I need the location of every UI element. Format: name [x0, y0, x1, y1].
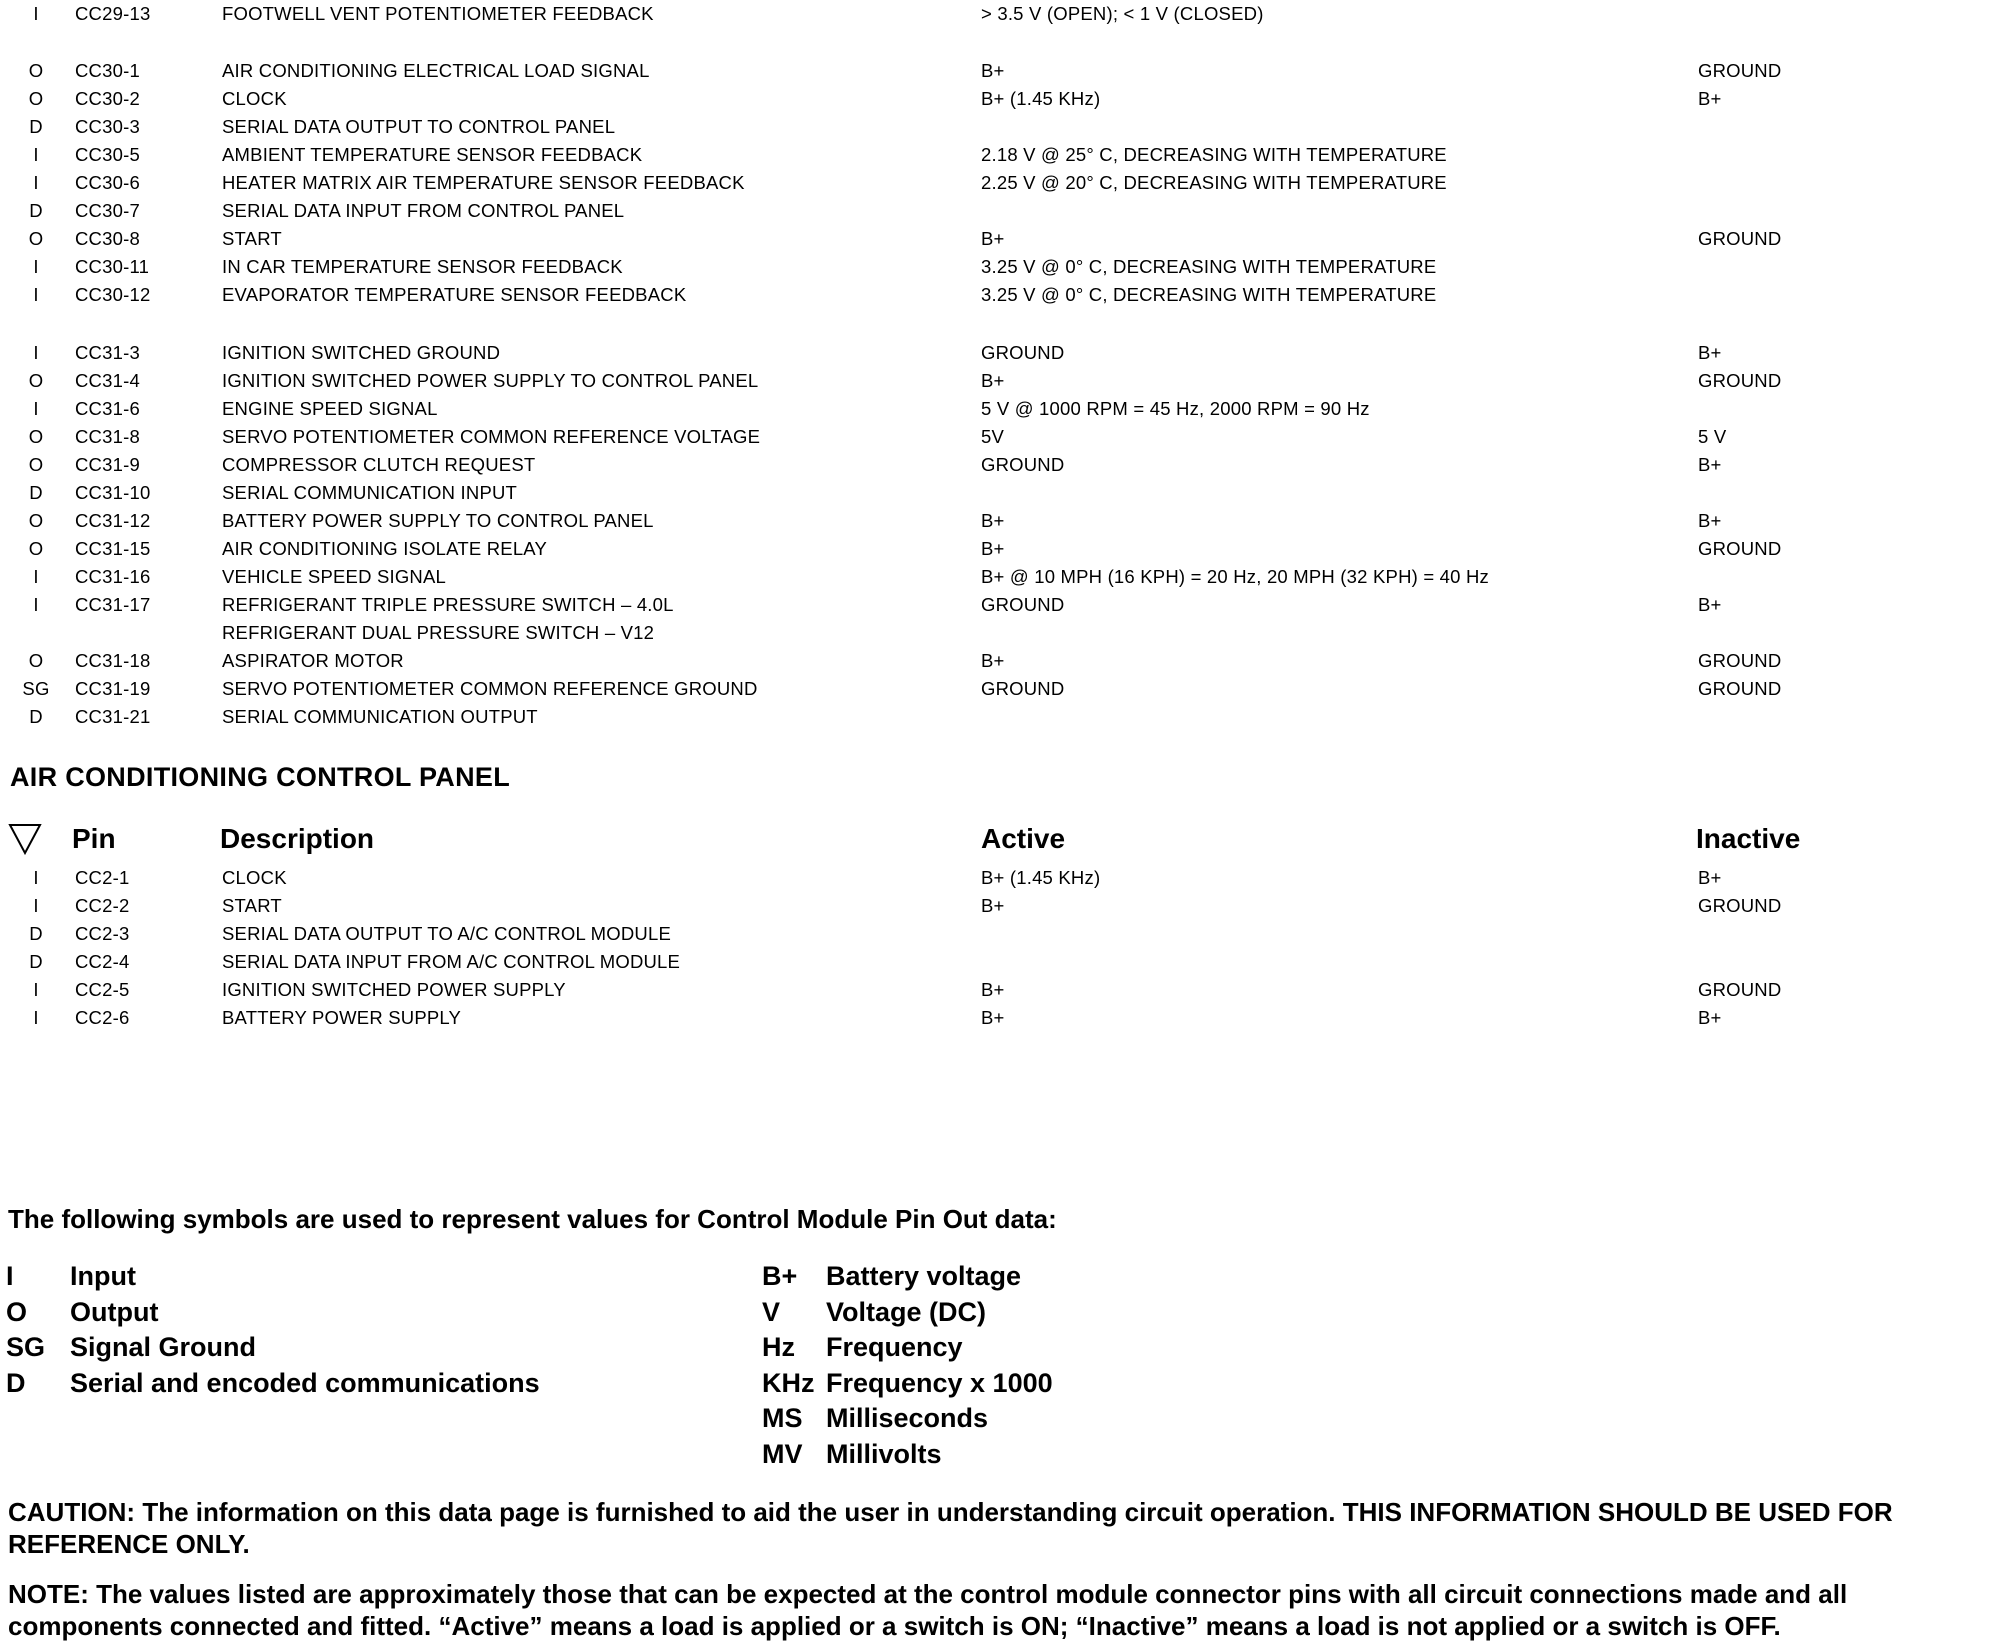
- pin-type: I: [33, 172, 39, 193]
- pin-type: I: [33, 3, 39, 24]
- pin-description-line: SERIAL COMMUNICATION OUTPUT: [222, 706, 538, 727]
- table-row: [0, 675, 2012, 703]
- pin-description-line: CLOCK: [222, 88, 287, 109]
- pin-description: [222, 892, 282, 920]
- inactive-value: B+: [1698, 510, 1722, 531]
- table-row: [0, 479, 2012, 507]
- pin-description-line: AIR CONDITIONING ELECTRICAL LOAD SIGNAL: [222, 60, 650, 81]
- legend-definition: Output: [70, 1296, 159, 1327]
- pin-description-line: SERIAL DATA INPUT FROM CONTROL PANEL: [222, 200, 625, 221]
- pin-description: [222, 423, 760, 451]
- pin-description: [222, 1004, 461, 1032]
- pin-description-line: AIR CONDITIONING ISOLATE RELAY: [222, 538, 548, 559]
- legend-symbol: O: [6, 1296, 28, 1327]
- pin-id: CC31-21: [75, 706, 151, 727]
- pin-type: I: [33, 867, 39, 888]
- inactive-value: B+: [1698, 1007, 1722, 1028]
- triangle-symbol-icon: [8, 822, 42, 856]
- pin-type: D: [29, 923, 43, 944]
- pin-type: I: [33, 144, 39, 165]
- table-row: [0, 535, 2012, 563]
- pin-type: I: [33, 895, 39, 916]
- pin-type: I: [33, 1007, 39, 1028]
- section-title: AIR CONDITIONING CONTROL PANEL: [10, 762, 510, 792]
- table-row: [0, 507, 2012, 535]
- inactive-value: GROUND: [1698, 895, 1782, 916]
- active-value: GROUND: [981, 594, 1065, 615]
- pin-description: [222, 507, 654, 535]
- pin-id: CC31-17: [75, 594, 151, 615]
- pin-id: CC29-13: [75, 3, 151, 24]
- pin-description: [222, 864, 287, 892]
- pin-description-line: HEATER MATRIX AIR TEMPERATURE SENSOR FEEDBACK: [222, 172, 745, 193]
- pin-id: CC31-18: [75, 650, 151, 671]
- table-row: [0, 948, 2012, 976]
- pin-description: [222, 675, 758, 703]
- pin-id: CC31-15: [75, 538, 151, 559]
- pin-description: [222, 0, 654, 28]
- inactive-value: B+: [1698, 342, 1722, 363]
- table-row: [0, 1004, 2012, 1032]
- pin-id: CC31-8: [75, 426, 140, 447]
- active-value: 2.25 V @ 20° C, DECREASING WITH TEMPERATURE: [981, 172, 1447, 193]
- active-value: B+ @ 10 MPH (16 KPH) = 20 Hz, 20 MPH (32 KPH) = 40 Hz: [981, 566, 1489, 587]
- active-value: B+: [981, 1007, 1005, 1028]
- legend-definition: Frequency x 1000: [826, 1367, 1053, 1398]
- pin-id: CC2-4: [75, 951, 130, 972]
- inactive-value: GROUND: [1698, 678, 1782, 699]
- pin-description: [222, 113, 615, 141]
- pin-description: [222, 169, 745, 197]
- table-row: [0, 169, 2012, 197]
- inactive-value: B+: [1698, 867, 1722, 888]
- pin-type: O: [28, 60, 44, 81]
- active-value: GROUND: [981, 454, 1065, 475]
- pin-type: I: [33, 979, 39, 1000]
- table-row: [0, 423, 2012, 451]
- table-row: [0, 563, 2012, 591]
- caution-text: CAUTION: The information on this data page is furnished to aid the user in understanding circuit operation. THIS INFORMATION SHOULD BE USED FOR REFERENCE ONLY.: [8, 1497, 1893, 1559]
- table-row: [0, 85, 2012, 113]
- table-row: [0, 197, 2012, 225]
- pin-type: I: [33, 594, 39, 615]
- note-text: NOTE: The values listed are approximately those that can be expected at the control module connector pins with all circuit connections made and all components connected and fitted. “Active” means a load is applied or a switch is ON; “Inactive” means a load is not applied or a switch is OFF.: [8, 1579, 1848, 1641]
- active-value: B+: [981, 370, 1005, 391]
- pin-type: D: [29, 116, 43, 137]
- inactive-value: GROUND: [1698, 979, 1782, 1000]
- active-value: B+ (1.45 KHz): [981, 88, 1101, 109]
- header-description: Description: [220, 823, 375, 854]
- pin-type: I: [33, 342, 39, 363]
- table-row: [0, 225, 2012, 253]
- pin-id: CC30-1: [75, 60, 140, 81]
- pin-description: [222, 253, 623, 281]
- pin-id: CC30-12: [75, 284, 151, 305]
- pin-type: O: [28, 370, 44, 391]
- pin-description-line: BATTERY POWER SUPPLY TO CONTROL PANEL: [222, 510, 654, 531]
- legend-definition: Voltage (DC): [826, 1296, 986, 1327]
- table-row: [0, 451, 2012, 479]
- legend-definition: Frequency: [826, 1332, 963, 1362]
- pin-description: [222, 563, 446, 591]
- table-row: [0, 57, 2012, 85]
- header-pin: Pin: [72, 823, 116, 854]
- legend-symbol: I: [6, 1261, 14, 1291]
- legend-definition: Battery voltage: [826, 1261, 1022, 1291]
- active-value: > 3.5 V (OPEN); < 1 V (CLOSED): [981, 3, 1264, 24]
- inactive-value: GROUND: [1698, 228, 1782, 249]
- pin-description: [222, 451, 535, 479]
- pin-type: O: [28, 538, 44, 559]
- active-value: B+: [981, 228, 1005, 249]
- table-row: [0, 703, 2012, 731]
- table-row: [0, 0, 2012, 28]
- pin-description: [222, 976, 566, 1004]
- pin-description: [222, 948, 680, 976]
- pin-id: CC2-3: [75, 923, 130, 944]
- pin-id: CC31-12: [75, 510, 151, 531]
- legend-intro: The following symbols are used to represent values for Control Module Pin Out data:: [8, 1204, 1057, 1234]
- pin-description-line: COMPRESSOR CLUTCH REQUEST: [222, 454, 536, 475]
- pin-description-line: ENGINE SPEED SIGNAL: [222, 398, 438, 419]
- pin-description: [222, 85, 287, 113]
- pin-id: CC31-4: [75, 370, 140, 391]
- pin-description-line: FOOTWELL VENT POTENTIOMETER FEEDBACK: [222, 3, 654, 24]
- legend-definition: Serial and encoded communications: [70, 1367, 540, 1398]
- pin-description: [222, 57, 650, 85]
- active-value: 2.18 V @ 25° C, DECREASING WITH TEMPERATURE: [981, 144, 1447, 165]
- active-value: B+: [981, 538, 1005, 559]
- header-active: Active: [981, 823, 1066, 854]
- legend-symbol: KHz: [762, 1367, 815, 1398]
- pin-id: CC31-6: [75, 398, 140, 419]
- active-value: B+: [981, 510, 1005, 531]
- active-value: B+ (1.45 KHz): [981, 867, 1101, 888]
- pin-id: CC30-6: [75, 172, 140, 193]
- legend-definition: Signal Ground: [70, 1332, 256, 1362]
- pin-id: CC31-10: [75, 482, 151, 503]
- inactive-value: GROUND: [1698, 370, 1782, 391]
- active-value: B+: [981, 895, 1005, 916]
- legend-symbol: Hz: [762, 1332, 795, 1362]
- pin-type: O: [28, 454, 44, 475]
- pin-description-line: SERIAL DATA OUTPUT TO CONTROL PANEL: [222, 116, 616, 137]
- legend-definition: Input: [70, 1261, 136, 1291]
- pin-type: I: [33, 256, 39, 277]
- table-row: [0, 976, 2012, 1004]
- pin-description-line: BATTERY POWER SUPPLY: [222, 1007, 462, 1028]
- pin-description: [222, 703, 538, 731]
- pin-description-line: REFRIGERANT DUAL PRESSURE SWITCH – V12: [222, 622, 655, 643]
- pin-description: [222, 535, 547, 563]
- active-value: B+: [981, 60, 1005, 81]
- table-row: [0, 253, 2012, 281]
- table-row: [0, 141, 2012, 169]
- pin-description: [222, 367, 758, 395]
- pin-description: [222, 591, 674, 647]
- pin-description-line: VEHICLE SPEED SIGNAL: [222, 566, 447, 587]
- pin-description: [222, 647, 404, 675]
- active-value: B+: [981, 650, 1005, 671]
- table-row: [0, 647, 2012, 675]
- table-row: [0, 367, 2012, 395]
- pin-type: O: [28, 88, 44, 109]
- pin-description: [222, 197, 624, 225]
- pin-description-line: CLOCK: [222, 867, 287, 888]
- pin-description-line: IGNITION SWITCHED GROUND: [222, 342, 501, 363]
- pin-description-line: SERIAL DATA OUTPUT TO A/C CONTROL MODULE: [222, 923, 672, 944]
- pin-type: D: [29, 951, 43, 972]
- legend-definition: Milliseconds: [826, 1403, 989, 1433]
- pin-id: CC30-8: [75, 228, 140, 249]
- pin-type: D: [29, 482, 43, 503]
- table-row: [0, 920, 2012, 948]
- legend-symbol: MV: [762, 1438, 803, 1469]
- pin-description-line: REFRIGERANT TRIPLE PRESSURE SWITCH – 4.0L: [222, 594, 674, 615]
- pin-description-line: AMBIENT TEMPERATURE SENSOR FEEDBACK: [222, 144, 643, 165]
- pin-id: CC31-19: [75, 678, 151, 699]
- table-row: [0, 864, 2012, 892]
- pin-description-line: SERIAL COMMUNICATION INPUT: [222, 482, 518, 503]
- inactive-value: GROUND: [1698, 538, 1782, 559]
- pin-id: CC30-11: [75, 256, 150, 277]
- pin-description: [222, 281, 686, 309]
- legend-symbol: V: [762, 1296, 781, 1327]
- header-inactive: Inactive: [1696, 823, 1801, 854]
- pin-id: CC31-3: [75, 342, 140, 363]
- pin-id: CC2-2: [75, 895, 130, 916]
- table-row: [0, 591, 2012, 647]
- pin-type: O: [28, 510, 44, 531]
- table-row: [0, 395, 2012, 423]
- table-row: [0, 113, 2012, 141]
- pin-type: SG: [22, 678, 50, 699]
- pin-description: [222, 141, 642, 169]
- pin-id: CC30-7: [75, 200, 140, 221]
- pin-description: [222, 395, 438, 423]
- table-row: [0, 281, 2012, 309]
- pin-description-line: SERIAL DATA INPUT FROM A/C CONTROL MODULE: [222, 951, 681, 972]
- pin-description-line: EVAPORATOR TEMPERATURE SENSOR FEEDBACK: [222, 284, 687, 305]
- pin-description-line: IN CAR TEMPERATURE SENSOR FEEDBACK: [222, 256, 623, 277]
- pin-description: [222, 920, 671, 948]
- pin-description-line: SERVO POTENTIOMETER COMMON REFERENCE VOLTAGE: [222, 426, 761, 447]
- pin-description-line: START: [222, 895, 282, 916]
- table-header: [0, 818, 2012, 860]
- pin-description-line: SERVO POTENTIOMETER COMMON REFERENCE GROUND: [222, 678, 758, 699]
- legend-definition: Millivolts: [826, 1438, 942, 1469]
- active-value: 3.25 V @ 0° C, DECREASING WITH TEMPERATURE: [981, 284, 1437, 305]
- pin-description-line: IGNITION SWITCHED POWER SUPPLY TO CONTROL PANEL: [222, 370, 759, 391]
- active-value: GROUND: [981, 342, 1065, 363]
- pin-type: D: [29, 706, 43, 727]
- pin-description-line: START: [222, 228, 282, 249]
- active-value: B+: [981, 979, 1005, 1000]
- table-row: [0, 339, 2012, 367]
- inactive-value: B+: [1698, 594, 1722, 615]
- pin-id: CC2-1: [75, 867, 130, 888]
- inactive-value: 5 V: [1698, 426, 1727, 447]
- pin-description-line: ASPIRATOR MOTOR: [222, 650, 404, 671]
- pin-type: O: [28, 426, 44, 447]
- pin-description: [222, 479, 517, 507]
- pin-type: I: [33, 566, 39, 587]
- pin-id: CC2-5: [75, 979, 130, 1000]
- legend-symbol: SG: [6, 1332, 46, 1362]
- legend-symbol: D: [6, 1367, 26, 1398]
- pin-id: CC30-2: [75, 88, 140, 109]
- legend-symbol: B+: [762, 1261, 798, 1291]
- active-value: 5V: [981, 426, 1005, 447]
- inactive-value: GROUND: [1698, 650, 1782, 671]
- inactive-value: B+: [1698, 454, 1722, 475]
- pin-type: I: [33, 284, 39, 305]
- inactive-value: B+: [1698, 88, 1722, 109]
- pin-id: CC31-9: [75, 454, 140, 475]
- pin-id: CC30-5: [75, 144, 140, 165]
- active-value: 3.25 V @ 0° C, DECREASING WITH TEMPERATURE: [981, 256, 1437, 277]
- active-value: 5 V @ 1000 RPM = 45 Hz, 2000 RPM = 90 Hz: [981, 398, 1370, 419]
- active-value: GROUND: [981, 678, 1065, 699]
- pin-type: O: [28, 228, 44, 249]
- pin-description-line: IGNITION SWITCHED POWER SUPPLY: [222, 979, 566, 1000]
- pin-id: CC2-6: [75, 1007, 130, 1028]
- pin-type: D: [29, 200, 43, 221]
- pin-description: [222, 225, 282, 253]
- inactive-value: GROUND: [1698, 60, 1782, 81]
- pin-type: I: [33, 398, 39, 419]
- pin-id: CC31-16: [75, 566, 151, 587]
- pin-type: O: [28, 650, 44, 671]
- table-row: [0, 892, 2012, 920]
- legend-symbol: MS: [762, 1403, 803, 1433]
- pin-id: CC30-3: [75, 116, 140, 137]
- pin-description: [222, 339, 500, 367]
